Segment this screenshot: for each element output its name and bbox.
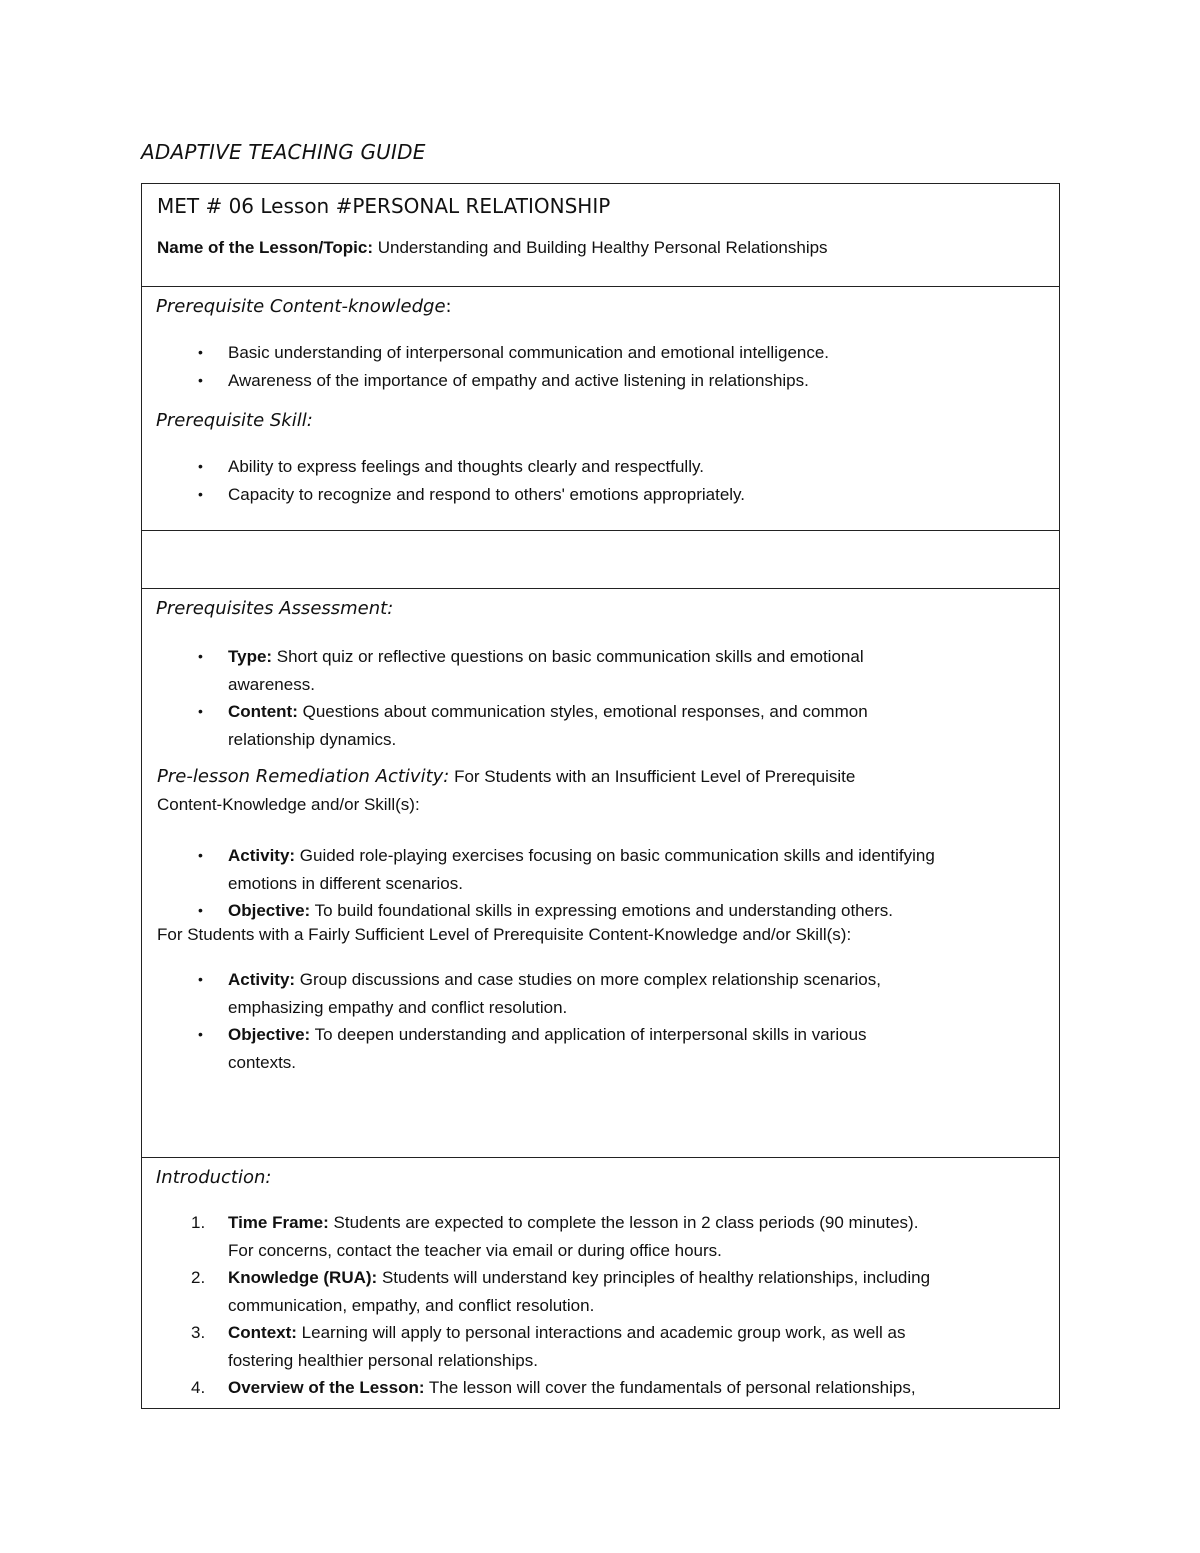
lesson-name-line [157,238,828,258]
bullet-icon: • [198,703,203,719]
list-item-text: To deepen understanding and application of interpersonal skills in various [310,1025,867,1044]
document-title: ADAPTIVE TEACHING GUIDE [141,140,426,164]
assessment-list [198,643,1043,753]
bullet-icon: • [198,1026,203,1042]
list-item-number: 4. [191,1378,206,1397]
list-item [191,1374,1043,1402]
list-item-text: Ability to express feelings and thoughts clearly and respectfully. [228,457,704,476]
prereq-skill-list [198,453,1038,508]
list-item-label: Activity: [228,846,296,865]
list-item-text-cont: emphasizing empathy and conflict resolution. [228,997,568,1017]
remediation-text: For Students with an Insufficient Level of Prerequisite [449,767,856,786]
list-item-text-cont: For concerns, contact the teacher via email or during office hours. [228,1240,722,1260]
list-item-text-cont: fostering healthier personal relationships. [228,1350,538,1370]
introduction-list [191,1209,1043,1402]
list-item-text: Group discussions and case studies on more complex relationship scenarios, [295,970,881,989]
list-item-text: Awareness of the importance of empathy and active listening in relationships. [228,370,809,390]
list-item [198,367,1038,395]
teaching-guide-table [141,183,1060,1409]
list-item-text: Students are expected to complete the lesson in 2 class periods (90 minutes). [328,1213,919,1232]
assessment-heading: Prerequisites Assessment: [156,598,394,619]
prereq-content-list [198,339,1038,394]
lesson-name-label: Name of the Lesson/Topic: [157,238,373,257]
list-item [198,966,1043,1021]
list-item [198,1021,1043,1076]
bullet-icon: • [198,485,203,502]
list-item [198,643,1043,698]
bullet-icon: • [198,847,203,863]
list-item-text-cont: emotions in different scenarios. [228,873,463,893]
met-lesson-line: MET # 06 Lesson #PERSONAL RELATIONSHIP [157,194,611,218]
introduction-heading: Introduction: [156,1167,272,1188]
introduction-row [142,1157,1059,1409]
list-item-text: Capacity to recognize and respond to others' emotions appropriately. [228,484,746,504]
list-item-label: Knowledge (RUA): [228,1268,378,1287]
fair-level-paragraph: For Students with a Fairly Sufficient Level of Prerequisite Content-Knowledge and/or Skill(s): [157,925,852,944]
list-item [198,339,1038,367]
list-item [198,453,1038,481]
list-item [198,698,1043,753]
list-item [191,1264,1043,1319]
remediation-heading: Pre-lesson Remediation Activity: [157,766,450,787]
prereq-content-heading-colon: : [445,296,452,317]
bullet-icon: • [198,902,203,918]
list-item [198,481,1038,509]
prereq-content-heading [156,296,452,317]
list-item-text: Learning will apply to personal interactions and academic group work, as well as [296,1323,906,1342]
lesson-name-value: Understanding and Building Healthy Personal Relationships [373,238,828,257]
list-item-text: To build foundational skills in expressing emotions and understanding others. [310,901,893,920]
list-item-label: Activity: [228,970,296,989]
empty-row [142,530,1059,588]
assessment-row [142,588,1059,1157]
list-item-text-cont: awareness. [228,674,315,694]
list-item-text: Questions about communication styles, emotional responses, and common [297,702,868,721]
list-item-label: Objective: [228,1025,311,1044]
list-item-label: Time Frame: [228,1213,329,1232]
bullet-icon: • [198,648,203,664]
list-item-number: 3. [191,1323,206,1342]
list-item-text-cont: contexts. [228,1052,297,1072]
prereq-skill-heading: Prerequisite Skill: [156,410,313,431]
prereq-content-heading-text: Prerequisite Content-knowledge [156,296,446,317]
list-item-number: 1. [191,1213,206,1232]
list-item-label: Objective: [228,901,311,920]
list-item [198,842,1043,897]
list-item-label: Content: [228,702,298,721]
remediation-list [198,842,1043,925]
list-item-text: Basic understanding of interpersonal communication and emotional intelligence. [228,343,830,362]
list-item-label: Overview of the Lesson: [228,1378,425,1397]
list-item-text: Guided role-playing exercises focusing on basic communication skills and identifying [295,846,935,865]
remediation-text-cont: Content-Knowledge and/or Skill(s): [157,795,420,814]
list-item [191,1209,1043,1264]
lesson-header-row [142,184,1059,286]
bullet-icon: • [198,458,203,474]
bullet-icon: • [198,371,203,388]
list-item [191,1319,1043,1374]
list-item-label: Context: [228,1323,297,1342]
prerequisites-row [142,286,1059,530]
list-item-text: The lesson will cover the fundamentals of personal relationships, [424,1378,916,1397]
bullet-icon: • [198,344,203,360]
list-item-text-cont: communication, empathy, and conflict resolution. [228,1295,595,1315]
remediation-paragraph [157,763,1037,819]
fair-level-list [198,966,1043,1076]
list-item-text: Students will understand key principles of healthy relationships, including [377,1268,931,1287]
list-item-text: Short quiz or reflective questions on basic communication skills and emotional [272,647,864,666]
bullet-icon: • [198,971,203,987]
list-item-label: Type: [228,647,273,666]
list-item-text-cont: relationship dynamics. [228,729,397,749]
list-item-number: 2. [191,1268,206,1287]
